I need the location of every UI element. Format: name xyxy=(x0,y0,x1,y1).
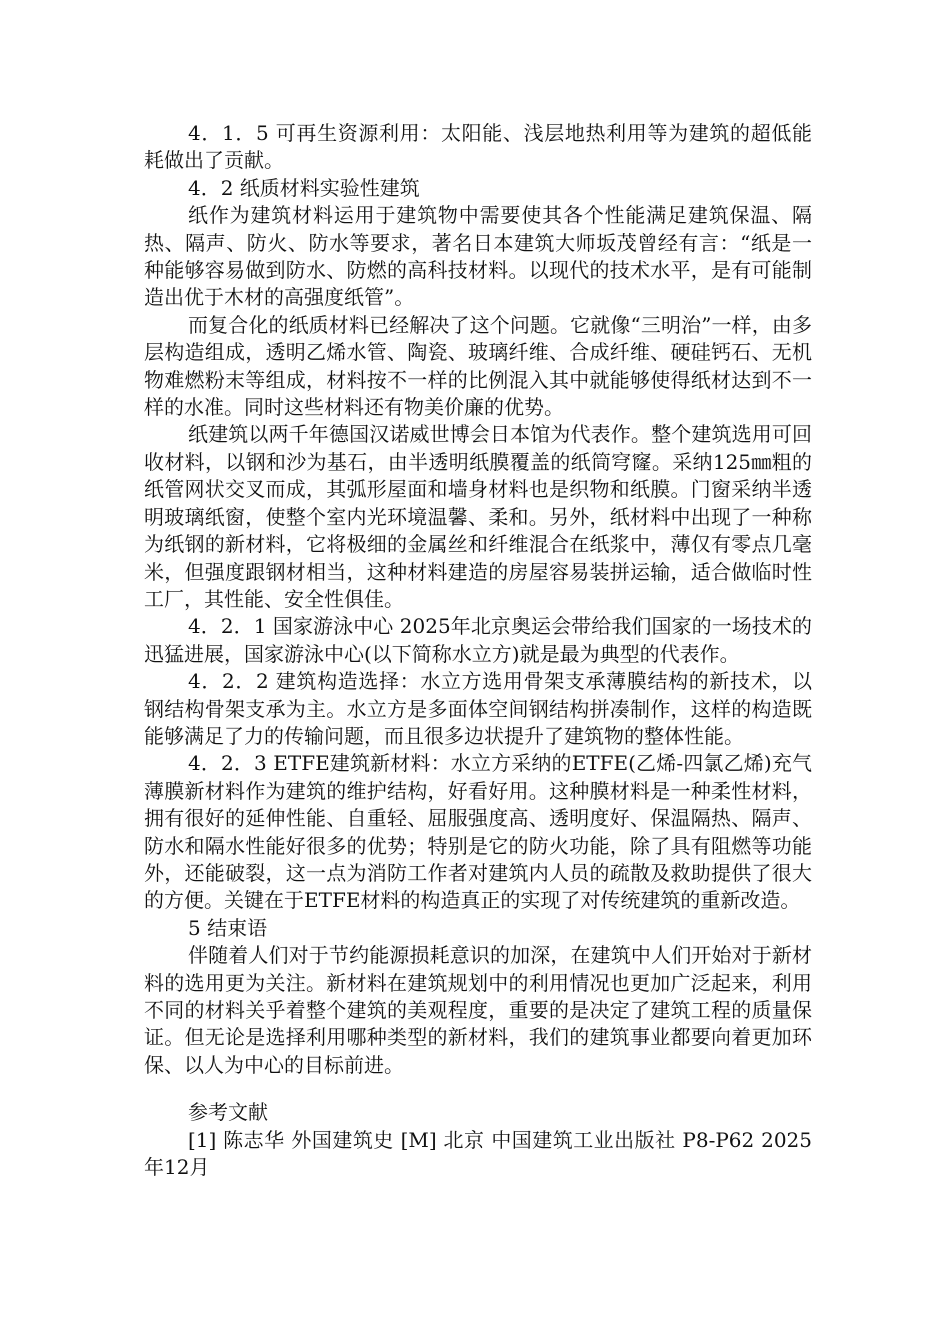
paragraph-conclusion: 伴随着人们对于节约能源损耗意识的加深，在建筑中人们开始对于新材料的选用更为关注。新材料在建筑规划中的利用情况也更加广泛起来，利用不同的材料关乎着整个建筑的美观程度，重要的是决定了建筑工程的质量保证。但无论是选择利用哪种类型的新材料，我们的建筑事业都要向着更加环保、以人为中心的目标前进。 xyxy=(144,943,812,1077)
paragraph-4-2-3: 4．2．3 ETFE建筑新材料：水立方采纳的ETFE(乙烯-四氯乙烯)充气薄膜新材料作为建筑的维护结构，好看好用。这种膜材料是一种柔性材料，拥有很好的延伸性能、自重轻、屈服强度高、透明度好、保温隔热、隔声、防水和隔水性能好很多的优势；特别是它的防火功能，除了具有阻燃等功能外，还能破裂，这一点为消防工作者对建筑内人员的疏散及救助提供了很大的方便。关键在于ETFE材料的构造真正的实现了对传统建筑的重新改造。 xyxy=(144,751,812,913)
paragraph-paper-architecture-expo: 纸建筑以两千年德国汉诺威世博会日本馆为代表作。整个建筑选用可回收材料，以钢和沙为基石，由半透明纸膜覆盖的纸筒穹窿。采纳125㎜粗的纸管网状交叉而成，其弧形屋面和墙身材料也是织物和纸膜。门窗采纳半透明玻璃纸窗，使整个室内光环境温馨、柔和。另外，纸材料中出现了一种称为纸钢的新材料，它将极细的金属丝和纤维混合在纸浆中，薄仅有零点几毫米，但强度跟钢材相当，这种材料建造的房屋容易装拼运输，适合做临时性工厂，其性能、安全性俱佳。 xyxy=(144,422,812,611)
reference-item: [1] 陈志华 外国建筑史 [M] 北京 中国建筑工业出版社 P8-P62 2025年12月 xyxy=(144,1127,812,1180)
document-body xyxy=(144,120,812,1181)
references-heading: 参考文献 xyxy=(188,1100,268,1125)
heading-5-conclusion: 5 结束语 xyxy=(188,915,268,940)
paragraph-4-1-5: 4．1．5 可再生资源利用：太阳能、浅层地热利用等为建筑的超低能耗做出了贡献。 xyxy=(144,121,812,173)
paragraph-paper-material-requirements: 纸作为建筑材料运用于建筑物中需要使其各个性能满足建筑保温、隔热、隔声、防火、防水等要求，著名日本建筑大师坂茂曾经有言：“纸是一种能够容易做到防水、防燃的高科技材料。以现代的技术水平，是有可能制造出优于木材的高强度纸管”。 xyxy=(144,203,812,310)
heading-4-2: 4．2 纸质材料实验性建筑 xyxy=(188,175,420,200)
paragraph-4-2-2: 4．2．2 建筑构造选择：水立方选用骨架支承薄膜结构的新技术，以钢结构骨架支承为主。水立方是多面体空间钢结构拼凑制作，这样的构造既能够满足了力的传输问题，而且很多边状提升了建筑物的整体性能。 xyxy=(144,669,812,748)
paragraph-4-2-1: 4．2．1 国家游泳中心 2025年北京奥运会带给我们国家的一场技术的迅猛进展，国家游泳中心(以下简称水立方)就是最为典型的代表作。 xyxy=(144,614,812,666)
paragraph-composite-paper: 而复合化的纸质材料已经解决了这个问题。它就像“三明治”一样，由多层构造组成，透明乙烯水管、陶瓷、玻璃纤维、合成纤维、硬硅钙石、无机物难燃粉末等组成，材料按不一样的比例混入其中就能够使得纸材达到不一样的水准。同时这些材料还有物美价廉的优势。 xyxy=(144,312,812,420)
section-spacer xyxy=(144,1079,812,1099)
